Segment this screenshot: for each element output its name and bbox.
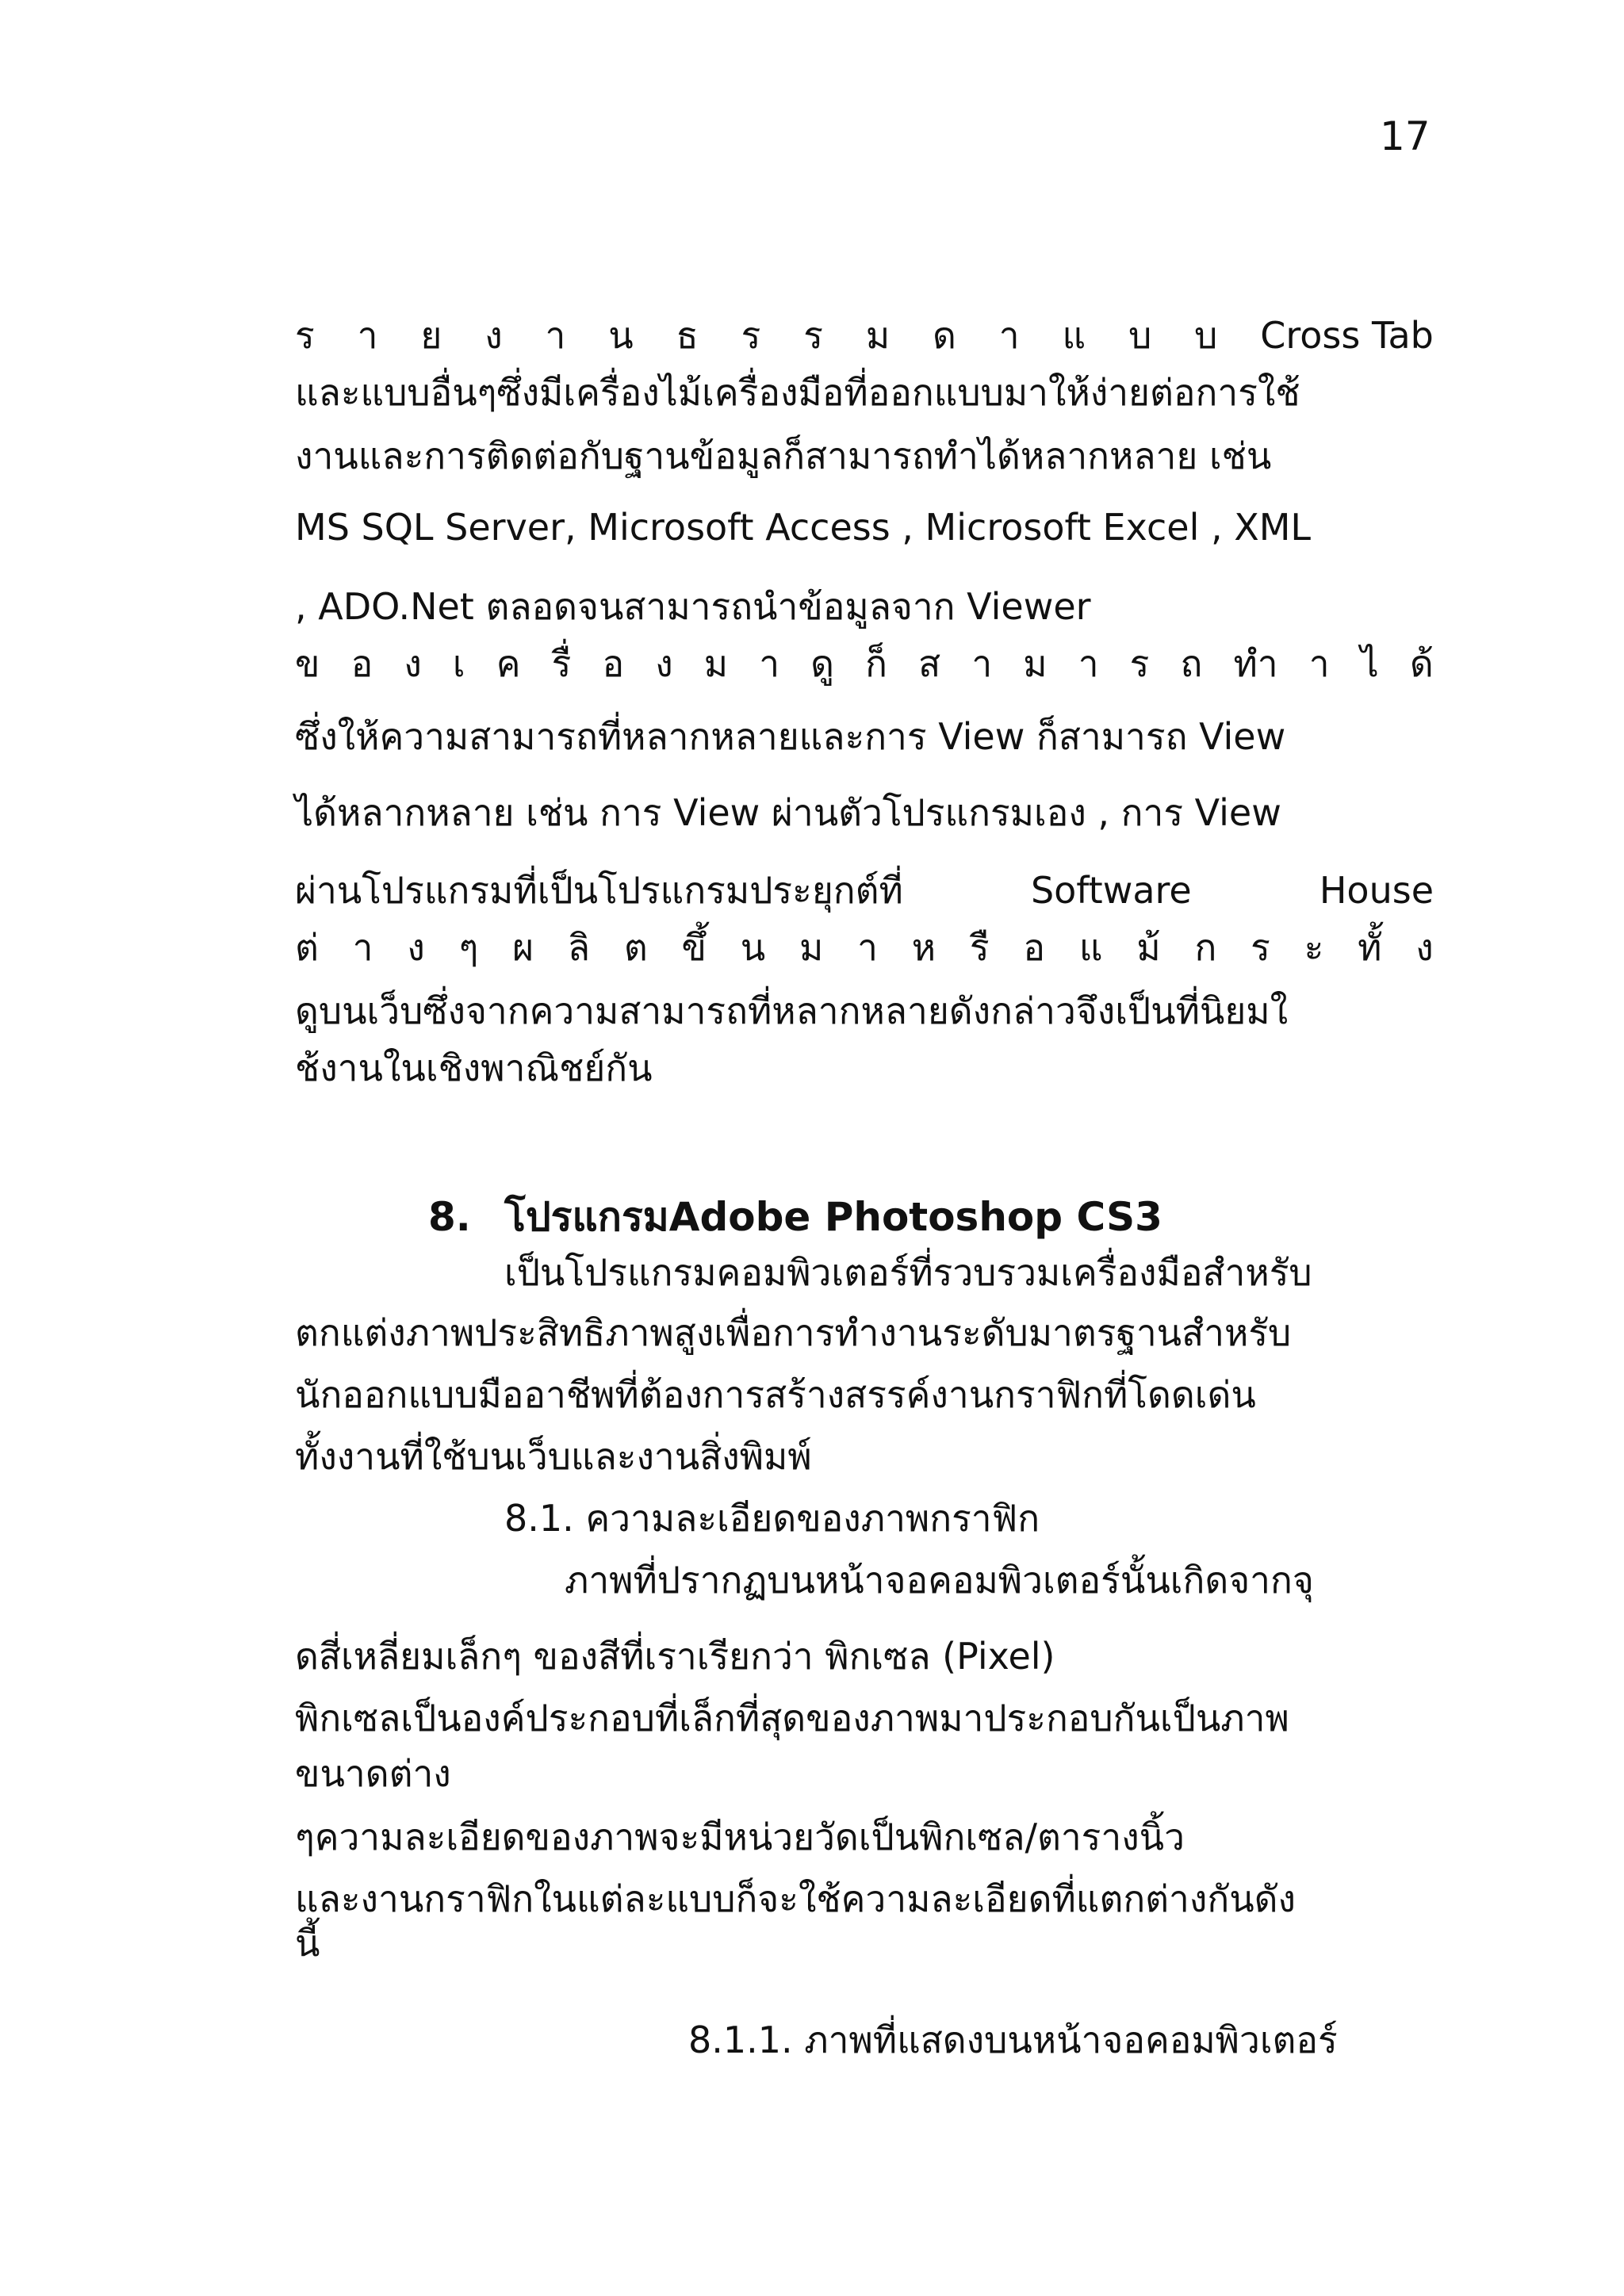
text-char: า — [759, 642, 780, 685]
text-char: า — [1308, 642, 1330, 685]
section8-line1: เป็นโปรแกรมคอมพิวเตอร์ที่รวบรวมเครื่องมือสำหรับ — [504, 1251, 1312, 1294]
text-char: ธ — [676, 314, 699, 357]
section-8-heading — [428, 1191, 1162, 1243]
text-char: ทั้ — [1358, 926, 1382, 969]
para1-line4: MS SQL Server, Microsoft Access , Microsoft Excel , XML — [295, 506, 1312, 549]
section-8-number: 8. — [428, 1194, 471, 1240]
section-8-1-1-heading: 8.1.1. ภาพที่แสดงบนหน้าจอคอมพิวเตอร์ — [688, 2019, 1338, 2061]
text-char: า — [1078, 642, 1099, 685]
para1-line8: ได้หลากหลาย เช่น การ View ผ่านตัวโปรแกรมเอง , การ View — [295, 791, 1281, 834]
text-char: ง — [655, 642, 673, 685]
text-char: น — [608, 314, 634, 357]
text-char: ย — [420, 314, 442, 357]
section8-1-line1: ภาพที่ปรากฏบนหน้าจอคอมพิวเตอร์นั้นเกิดจากจุ — [565, 1559, 1314, 1601]
text-char: ร — [1251, 926, 1270, 969]
section8-1-line7: นี้ — [295, 1922, 320, 1965]
text-char: ด้ — [1409, 642, 1434, 685]
para1-line5: , ADO.Net ตลอดจนสามารถนำข้อมูลจาก Viewer — [295, 585, 1091, 628]
section8-1-line6: และงานกราฟิกในแต่ละแบบก็จะใช้ความละเอียดที่แตกต่างกันดัง — [295, 1877, 1296, 1920]
section-8-title: โปรแกรมAdobe Photoshop CS3 — [504, 1194, 1162, 1240]
section8-line2: ตกแต่งภาพประสิทธิภาพสูงเพื่อการทำงานระดับมาตรฐานสำหรับ — [295, 1311, 1292, 1354]
text-char: แ — [1078, 926, 1103, 969]
text-char: ร — [741, 314, 761, 357]
text-char: ก็ — [865, 642, 888, 685]
text-char: ม้ — [1136, 926, 1161, 969]
text-char: า — [971, 642, 993, 685]
text-char: ลิ — [567, 926, 591, 969]
text-char: อ — [1023, 926, 1046, 969]
text-char: ง — [407, 926, 425, 969]
text-char: ถ — [1180, 642, 1203, 685]
text-char: ๆ — [458, 926, 479, 969]
text-char: รื — [969, 926, 990, 969]
section8-1-line4: ขนาดต่าง — [295, 1752, 451, 1795]
text-char: ด — [933, 314, 956, 357]
text-char: ะ — [1304, 926, 1324, 969]
para1-line11: ดูบนเว็บซึ่งจากความสามารถที่หลากหลายดังกล่าวจึงเป็นที่นิยมใ — [295, 989, 1289, 1032]
para1-line2: และแบบอื่นๆซึ่งมีเครื่องไม้เครื่องมือที่ออกแบบมาให้ง่ายต่อการใช้ — [295, 371, 1300, 414]
text-char: ร — [803, 314, 823, 357]
text-char: ม — [703, 642, 729, 685]
text-char: ส — [918, 642, 941, 685]
text-char: บ — [1194, 314, 1218, 357]
text-char: า — [545, 314, 566, 357]
text-char: ขึ้ — [681, 926, 707, 969]
text-char: ดู — [810, 642, 835, 685]
text-char: ง — [485, 314, 503, 357]
text-char: ห — [911, 926, 936, 969]
para1-line12: ช้งานในเชิงพาณิชย์กัน — [295, 1047, 653, 1089]
text-char: ง — [1415, 926, 1434, 969]
text-char: ง — [404, 642, 422, 685]
text-char: ไ — [1360, 642, 1379, 685]
text-char: ค — [496, 642, 521, 685]
para1-line1 — [295, 311, 1434, 360]
text-char: ม — [1023, 642, 1048, 685]
text-char: อ — [350, 642, 373, 685]
text-char: ข — [295, 642, 320, 685]
page-number: 17 — [1380, 113, 1431, 159]
text-char: ทำ — [1233, 642, 1278, 685]
text-char: บ — [1128, 314, 1152, 357]
text-char: ม — [799, 926, 824, 969]
para1-line7: ซึ่งให้ความสามารถที่หลากหลายและการ View ก็สามารถ View — [295, 715, 1286, 758]
para1-line10 — [295, 923, 1434, 972]
para1-line9: ผ่านโปรแกรมที่เป็นโปรแกรมประยุกต์ที่ Software House — [295, 869, 1434, 912]
text-char: า — [998, 314, 1020, 357]
text-char: แ — [1062, 314, 1086, 357]
para1-line3: งานและการติดต่อกับฐานข้อมูลก็สามารถทำได้หลากหลาย เช่น — [295, 434, 1272, 477]
section8-line3: นักออกแบบมืออาชีพที่ต้องการสร้างสรรค์งานกราฟิกที่โดดเด่น — [295, 1373, 1256, 1416]
section8-1-line2: ดสี่เหลี่ยมเล็กๆ ของสีที่เราเรียกว่า พิกเซล (Pixel) — [295, 1635, 1055, 1678]
text-char: รื่ — [551, 642, 572, 685]
text-word: Cross Tab — [1260, 314, 1434, 357]
section8-1-line5: ๆความละเอียดของภาพจะมีหน่วยวัดเป็นพิกเซล/ตารางนิ้ว — [295, 1816, 1185, 1858]
text-char: เ — [452, 642, 465, 685]
text-char: า — [357, 314, 378, 357]
text-char: ร — [295, 314, 315, 357]
text-char: ร — [1129, 642, 1150, 685]
section8-1-line3: พิกเซลเป็นองค์ประกอบที่เล็กที่สุดของภาพมาประกอบกันเป็นภาพ — [295, 1697, 1289, 1739]
section-8-1-heading: 8.1. ความละเอียดของภาพกราฟิก — [504, 1497, 1040, 1540]
para1-line6 — [295, 639, 1434, 688]
text-char: ต — [623, 926, 648, 969]
text-char: ต่ — [295, 926, 319, 969]
section8-line4: ทั้งงานที่ใช้บนเว็บและงานสิ่งพิมพ์ — [295, 1435, 812, 1478]
text-char: า — [857, 926, 878, 969]
text-char: ก — [1194, 926, 1217, 969]
text-char: น — [740, 926, 766, 969]
text-char: ม — [865, 314, 891, 357]
text-char: ผ — [512, 926, 534, 969]
text-char: า — [352, 926, 373, 969]
text-char: อ — [602, 642, 625, 685]
